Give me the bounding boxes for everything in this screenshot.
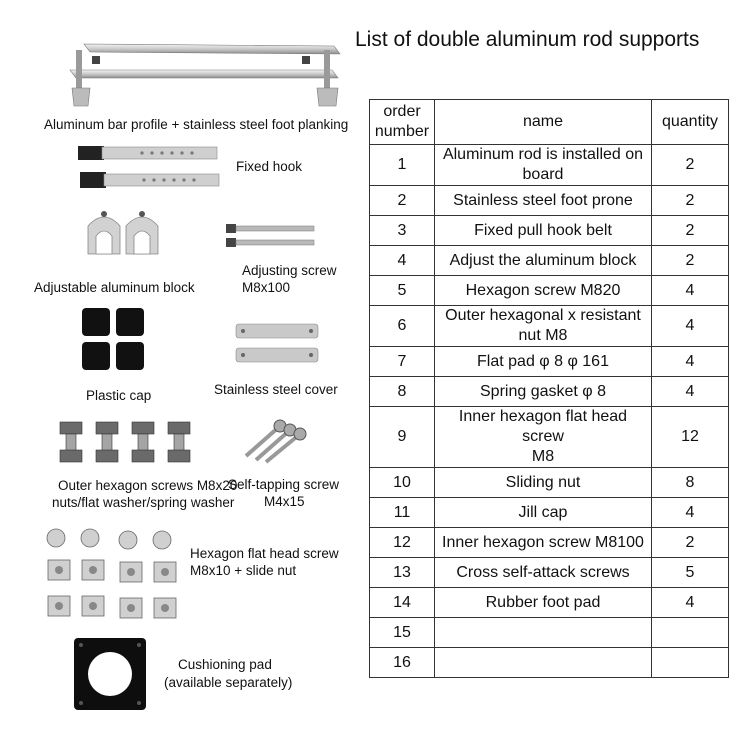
flat-head-caption-2: M8x10 + slide nut (190, 563, 297, 578)
table-row (370, 216, 729, 246)
cushioning-pad-image (72, 636, 150, 712)
cell-name-line: Rubber foot pad (485, 593, 601, 611)
cushioning-pad-caption-1: Cushioning pad (178, 657, 272, 672)
header-order (370, 100, 435, 145)
table-row (370, 276, 729, 306)
cell-quantity: 2 (652, 246, 729, 276)
cell-name-line: nut M8 (518, 327, 568, 344)
header-quantity: quantity (652, 100, 729, 145)
cell-quantity: 5 (652, 558, 729, 588)
table-header-row (370, 100, 729, 145)
header-order-line-1: order (383, 103, 421, 120)
cell-order: 4 (370, 246, 435, 276)
cell-order: 8 (370, 377, 435, 407)
cell-name (435, 558, 652, 588)
cell-quantity: 2 (652, 186, 729, 216)
cell-name (435, 145, 652, 186)
cell-quantity: 4 (652, 306, 729, 347)
cell-quantity: 2 (652, 528, 729, 558)
cell-name-line: M8 (531, 448, 555, 465)
cell-name-line: board (522, 166, 564, 183)
cell-name-line: Stainless steel foot prone (453, 191, 633, 209)
cell-name-line: Aluminum rod is installed on (442, 146, 644, 163)
cell-quantity: 4 (652, 498, 729, 528)
table-row (370, 377, 729, 407)
steel-cover-caption: Stainless steel cover (214, 382, 338, 397)
cell-name (435, 528, 652, 558)
cell-order: 11 (370, 498, 435, 528)
cell-order: 6 (370, 306, 435, 347)
table-row (370, 246, 729, 276)
cell-order: 2 (370, 186, 435, 216)
cell-name (435, 347, 652, 377)
fixed-hook-caption: Fixed hook (236, 159, 303, 174)
cell-name-line: Sliding nut (505, 473, 581, 491)
table-row (370, 648, 729, 678)
cell-order: 1 (370, 145, 435, 186)
cell-order: 10 (370, 468, 435, 498)
table-row (370, 306, 729, 347)
cell-name (435, 276, 652, 306)
cell-quantity: 2 (652, 145, 729, 186)
cell-name (435, 648, 652, 678)
cell-name (435, 186, 652, 216)
flat-head-caption-1: Hexagon flat head screw (190, 546, 339, 561)
cell-order: 16 (370, 648, 435, 678)
header-name: name (435, 100, 652, 145)
steel-cover-image (234, 322, 320, 366)
cell-order: 13 (370, 558, 435, 588)
cell-order: 12 (370, 528, 435, 558)
cell-name (435, 216, 652, 246)
self-tapping-caption-1: Self-tapping screw (228, 477, 340, 492)
cell-name-line: Fixed pull hook belt (474, 221, 612, 239)
cell-name (435, 618, 652, 648)
parts-table (369, 99, 729, 678)
cell-name-line: Inner hexagon screw M8100 (442, 533, 644, 551)
adjusting-screw-caption-1: Adjusting screw (242, 263, 337, 278)
table-row (370, 145, 729, 186)
cell-quantity: 4 (652, 588, 729, 618)
cell-name-line: Adjust the aluminum block (449, 251, 637, 269)
cell-quantity: 12 (652, 407, 729, 468)
cell-name (435, 588, 652, 618)
aluminum-block-caption: Adjustable aluminum block (34, 280, 195, 295)
hex-screws-caption-2: nuts/flat washer/spring washer (52, 495, 235, 510)
cell-order: 9 (370, 407, 435, 468)
aluminum-block-image (84, 206, 164, 262)
adjusting-screw-caption-2: M8x100 (242, 280, 291, 295)
table-row (370, 588, 729, 618)
cell-quantity: 8 (652, 468, 729, 498)
cell-name-line: Flat pad φ 8 φ 161 (477, 352, 609, 370)
table-row (370, 186, 729, 216)
aluminum-bar-caption: Aluminum bar profile + stainless steel foot planking (44, 117, 349, 132)
cell-name-line: Hexagon screw M820 (465, 281, 621, 299)
cell-name (435, 407, 652, 468)
adjusting-screw-image (224, 222, 316, 250)
cell-quantity: 4 (652, 377, 729, 407)
cell-quantity (652, 618, 729, 648)
table-row (370, 498, 729, 528)
header-order-line-2: number (374, 123, 430, 140)
table-row (370, 347, 729, 377)
cell-order: 15 (370, 618, 435, 648)
self-tapping-caption-2: M4x15 (264, 494, 305, 509)
cell-name-line: Cross self-attack screws (456, 563, 630, 581)
cell-name (435, 377, 652, 407)
plastic-cap-caption: Plastic cap (86, 388, 152, 403)
aluminum-bar-image (62, 40, 352, 110)
table-row (370, 407, 729, 468)
cell-name (435, 498, 652, 528)
cell-name-line: Outer hexagonal x resistant (445, 307, 641, 324)
plastic-cap-image (80, 306, 146, 372)
hex-screws-image (56, 420, 196, 466)
cell-quantity: 2 (652, 216, 729, 246)
fixed-hook-image (72, 144, 222, 192)
hex-screws-caption-1: Outer hexagon screws M8x20 (58, 478, 238, 493)
table-body (370, 145, 729, 678)
cell-order: 5 (370, 276, 435, 306)
cell-name-line: Jill cap (518, 503, 568, 521)
cell-name-line: Inner hexagon flat head screw (458, 408, 628, 445)
cell-order: 7 (370, 347, 435, 377)
cell-quantity (652, 648, 729, 678)
cell-order: 14 (370, 588, 435, 618)
cell-quantity: 4 (652, 347, 729, 377)
table-row (370, 618, 729, 648)
cell-name (435, 468, 652, 498)
page-title: List of double aluminum rod supports (355, 28, 700, 51)
cell-name (435, 306, 652, 347)
cell-name (435, 246, 652, 276)
self-tapping-screw-image (240, 416, 310, 466)
cushioning-pad-caption-2: (available separately) (164, 675, 293, 690)
table-row (370, 558, 729, 588)
cell-name-line: Spring gasket φ 8 (480, 382, 606, 400)
cell-order: 3 (370, 216, 435, 246)
table-row (370, 468, 729, 498)
table-row (370, 528, 729, 558)
flat-head-screw-image (44, 526, 182, 626)
cell-quantity: 4 (652, 276, 729, 306)
